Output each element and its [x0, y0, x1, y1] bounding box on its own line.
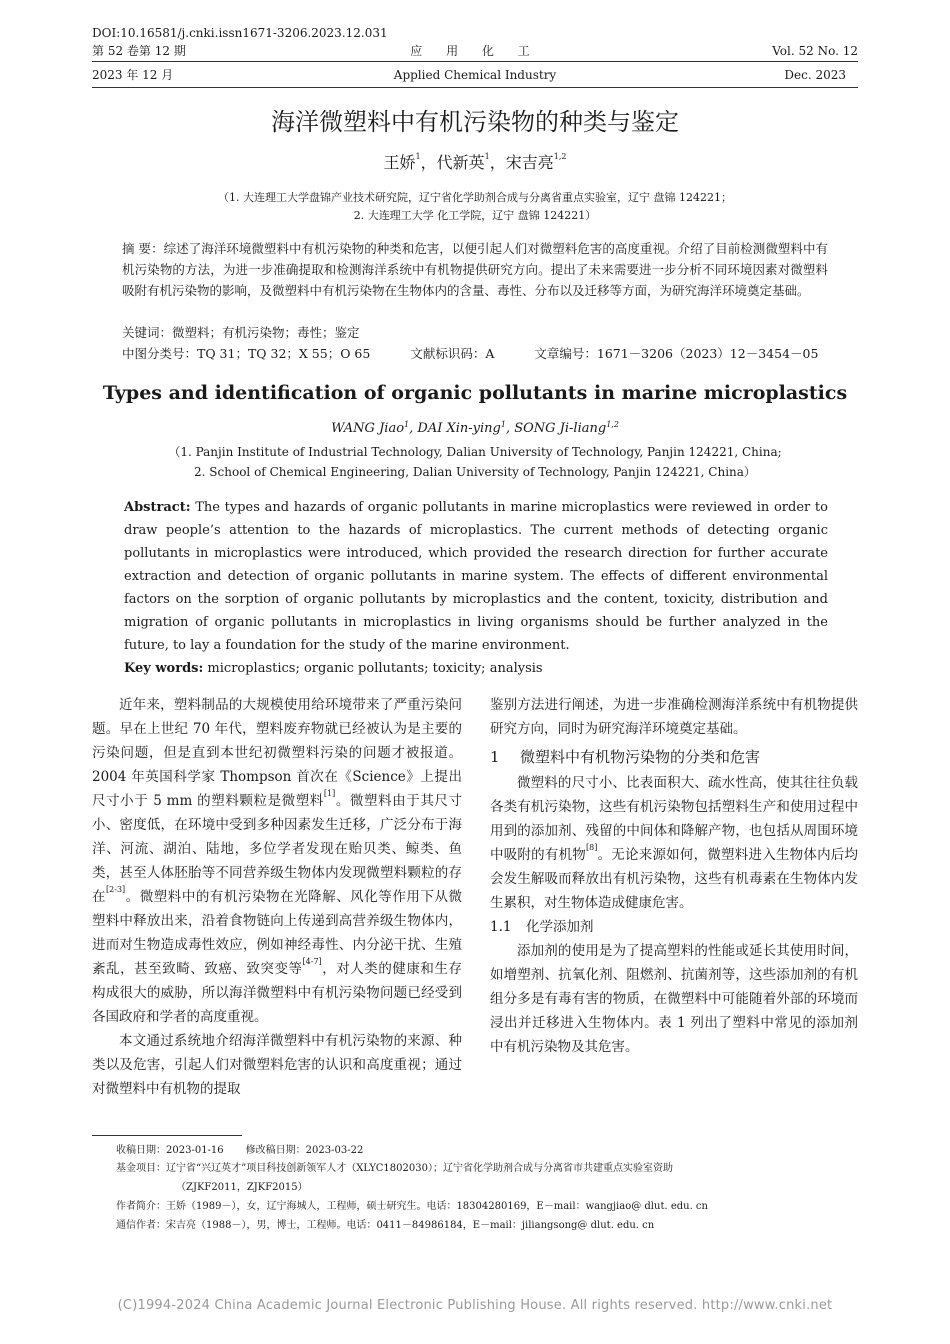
title-en: Types and identification of organic pollutants in marine microplastics — [102, 382, 848, 404]
author-en-sep: , — [505, 421, 515, 436]
volume-cn: 第 52 卷第 12 期 — [92, 44, 186, 58]
journal-name-en: Applied Chemical Industry — [393, 68, 557, 82]
subsection-1-1-title: 化学添加剂 — [526, 919, 594, 935]
affiliation-en-1: （1. Panjin Institute of Industrial Technology, Dalian University of Technology, Panjin 124221, China; — [168, 445, 782, 459]
document-code: 文献标识码：A — [410, 346, 495, 361]
author-en-sep: , — [409, 421, 418, 436]
copyright-footer: (C)1994-2024 China Academic Journal Electronic Publishing House. All rights reserved. http://www.cnki.net — [117, 1298, 833, 1313]
subsection-1-1-number: 1.1 — [490, 919, 512, 935]
body-paragraph-1 — [92, 693, 462, 1029]
p3-text-a: 微塑料的尺寸小、比表面积大、疏水性高，使其往往负载各类有机污染物，这些有机污染物包括塑料生产和使用过程中用到的添加剂、残留的中间体和降解产物，也包括从周围环境中吸附的有机物 — [490, 775, 858, 863]
keywords-en-label: Key words: — [124, 661, 204, 676]
title-cn: 海洋微塑料中有机污染物的种类与鉴定 — [271, 108, 679, 136]
header-divider-bottom — [92, 87, 858, 88]
author-1-affil: 1 — [415, 152, 421, 161]
author-sep: ， — [420, 153, 437, 172]
abstract-cn-label: 摘 要： — [122, 241, 164, 256]
author-2-affil: 1 — [484, 152, 490, 161]
keywords-en — [124, 657, 828, 680]
keywords-cn: 关键词：微塑料；有机污染物；毒性；鉴定 — [122, 325, 360, 340]
footnote-dates — [116, 1142, 860, 1159]
abstract-en — [124, 496, 828, 657]
header-divider — [92, 61, 858, 62]
authors-en — [0, 420, 950, 438]
author-en-3-affil: 1,2 — [606, 420, 619, 429]
footnote-fund-cont — [116, 1179, 860, 1196]
p1-text-c: 。微塑料中的有机污染物在光降解、风化等作用下从微塑料中释放出来，沿着食物链向上传递到高营养级生物体内，进而对生物造成毒性效应，例如神经毒性、内分泌干扰、生殖紊乱，甚至致畸、致癌、致突变等 — [92, 889, 463, 977]
body-column-right — [490, 693, 858, 1059]
p3-text-b: 。无论来源如何，微塑料进入生物体内后均会发生解吸而释放出有机污染物，这些有机毒素在生物体内发生累积，对生物体造成健康危害。 — [490, 847, 859, 911]
affiliation-cn-1: （1. 大连理工大学盘锦产业技术研究院，辽宁省化学助剂合成与分离省重点实验室，辽宁 盘锦 124221； — [218, 191, 732, 204]
p1-text-a: 近年来，塑料制品的大规模使用给环境带来了严重污染问题。早在上世纪 70 年代，塑料废弃物就已经被认为是主要的污染问题，但是直到本世纪初微塑料污染的问题才被报道。2004 年英国科学家 Thompson 首次在《Science》上提出尺寸小于 5 mm 的塑料颗粒是微塑料 — [92, 697, 462, 809]
p1-text-b: 。微塑料由于其尺寸小、密度低，在环境中受到多种因素发生迁移，广泛分布于海洋、河流、湖泊、陆地，多位学者发现在贻贝类、鲸类、鱼类，甚至人体胚胎等不同营养级生物体内发现微塑料颗粒的存在 — [92, 793, 462, 905]
article-number: 文章编号：1671－3206（2023）12－3454－05 — [534, 346, 819, 361]
author-3: 宋吉亮 — [505, 153, 554, 172]
subsection-1-1-heading — [490, 915, 858, 939]
author-2: 代新英 — [436, 153, 485, 172]
author-3-affil: 1,2 — [553, 152, 567, 161]
doi: DOI:10.16581/j.cnki.issn1671-3206.2023.12.031 — [92, 26, 388, 40]
author-sep: ， — [489, 153, 506, 172]
section-1-heading — [490, 745, 858, 769]
volume-en: Vol. 52 No. 12 — [772, 44, 858, 58]
body-paragraph-3 — [490, 771, 858, 915]
body-paragraph-4: 添加剂的使用是为了提高塑料的性能或延长其使用时间，如增塑剂、抗氧化剂、阻燃剂、抗菌剂等，这些添加剂的有机组分多是有毒有害的物质，在微塑料中可能随着外部的环境而浸出并迁移进入生物体内。表 1 列出了塑料中常见的添加剂中有机污染物及其危害。 — [490, 943, 858, 1055]
fund-cont-text: （ZJKF2011，ZJKF2015） — [176, 1182, 308, 1193]
journal-name-cn: 应 用 化 工 — [410, 44, 540, 58]
section-1-title: 微塑料中有机物污染物的分类和危害 — [520, 748, 761, 766]
abstract-cn-text: 综述了海洋环境微塑料中有机污染物的种类和危害，以便引起人们对微塑料危害的高度重视。介绍了目前检测微塑料中有机污染物的方法，为进一步准确提取和检测海洋系统中有机物提供研究方向。提出了未来需要进一步分析不同环境因素对微塑料吸附有机污染物的影响，及微塑料中有机污染物在生物体内的含量、毒性、分布以及迁移等方面，为研究海洋环境奠定基础。 — [122, 241, 828, 298]
keywords-en-text: microplastics; organic pollutants; toxicity; analysis — [203, 661, 543, 676]
classification-number: 中图分类号：TQ 31；TQ 32；X 55；O 65 — [122, 346, 371, 361]
revised-date: 修改稿日期：2023-03-22 — [245, 1145, 364, 1156]
affiliation-en-2: 2. School of Chemical Engineering, Dalian University of Technology, Panjin 124221, China） — [194, 465, 756, 479]
footnote-corresponding: 通信作者：宋吉亮（1988－），男，博士，工程师。电话：0411－84986184，E－mail：jiliangsong@ dlut. edu. cn — [116, 1220, 655, 1231]
classification-line — [122, 343, 828, 364]
author-en-1: WANG Jiao — [331, 421, 405, 436]
p1-text-d: ，对人类的健康和生存构成很大的威胁，所以海洋微塑料中有机污染物问题已经受到各国政府和学者的高度重视。 — [92, 961, 463, 1025]
received-date: 收稿日期：2023-01-16 — [116, 1145, 224, 1156]
footnote-author-bio: 作者简介：王娇（1989－），女，辽宁海城人，工程师，硕士研究生。电话：18304280169，E－mail：wangjiao@ dlut. edu. cn — [116, 1201, 708, 1212]
body-column-left — [92, 693, 462, 1101]
footnote-divider — [92, 1135, 242, 1136]
citation: [2-3] — [106, 885, 126, 894]
body-paragraph-2-cont: 鉴别方法进行阐述，为进一步准确检测海洋系统中有机物提供研究方向，同时为研究海洋环境奠定基础。 — [490, 697, 858, 737]
footnote-fund: 基金项目：辽宁省“兴辽英才”项目科技创新领军人才（XLYC1802030）；辽宁省化学助剂合成与分离省市共建重点实验室资助 — [116, 1163, 673, 1174]
date-cn: 2023 年 12 月 — [92, 68, 174, 82]
affiliation-cn-2: 2. 大连理工大学 化工学院，辽宁 盘锦 124221） — [353, 209, 597, 222]
author-en-1-affil: 1 — [404, 420, 410, 429]
citation: [8] — [586, 843, 598, 852]
author-en-2: DAI Xin-ying — [417, 421, 501, 436]
author-en-2-affil: 1 — [500, 420, 506, 429]
abstract-en-label: Abstract: — [124, 500, 191, 515]
abstract-en-text: The types and hazards of organic pollutants in marine microplastics were reviewed in order to draw people’s attention to the hazards of microplastics. The current methods of detecting organic pollutants in microplastics were introduced, which provided the research direction for further accurate extraction and detection of organic pollutants in marine system. The effects of different environmental factors on the sorption of organic pollutants by microplastics and the content, toxicity, distribution and migration of organic pollutants in microplastics in living organisms should be further analyzed in the future, to lay a foundation for the study of the marine environment. — [124, 500, 828, 653]
body-paragraph-2: 本文通过系统地介绍海洋微塑料中有机污染物的来源、种类以及危害，引起人们对微塑料危害的认识和高度重视；通过对微塑料中有机物的提取 — [92, 1033, 462, 1097]
author-en-3: SONG Ji-liang — [514, 421, 607, 436]
abstract-cn — [122, 238, 828, 301]
author-1: 王娇 — [383, 153, 416, 172]
authors-cn — [0, 152, 950, 174]
section-1-number: 1 — [490, 748, 500, 766]
date-en: Dec. 2023 — [784, 68, 846, 82]
citation: [4-7] — [302, 957, 322, 966]
citation: [1] — [323, 789, 336, 798]
